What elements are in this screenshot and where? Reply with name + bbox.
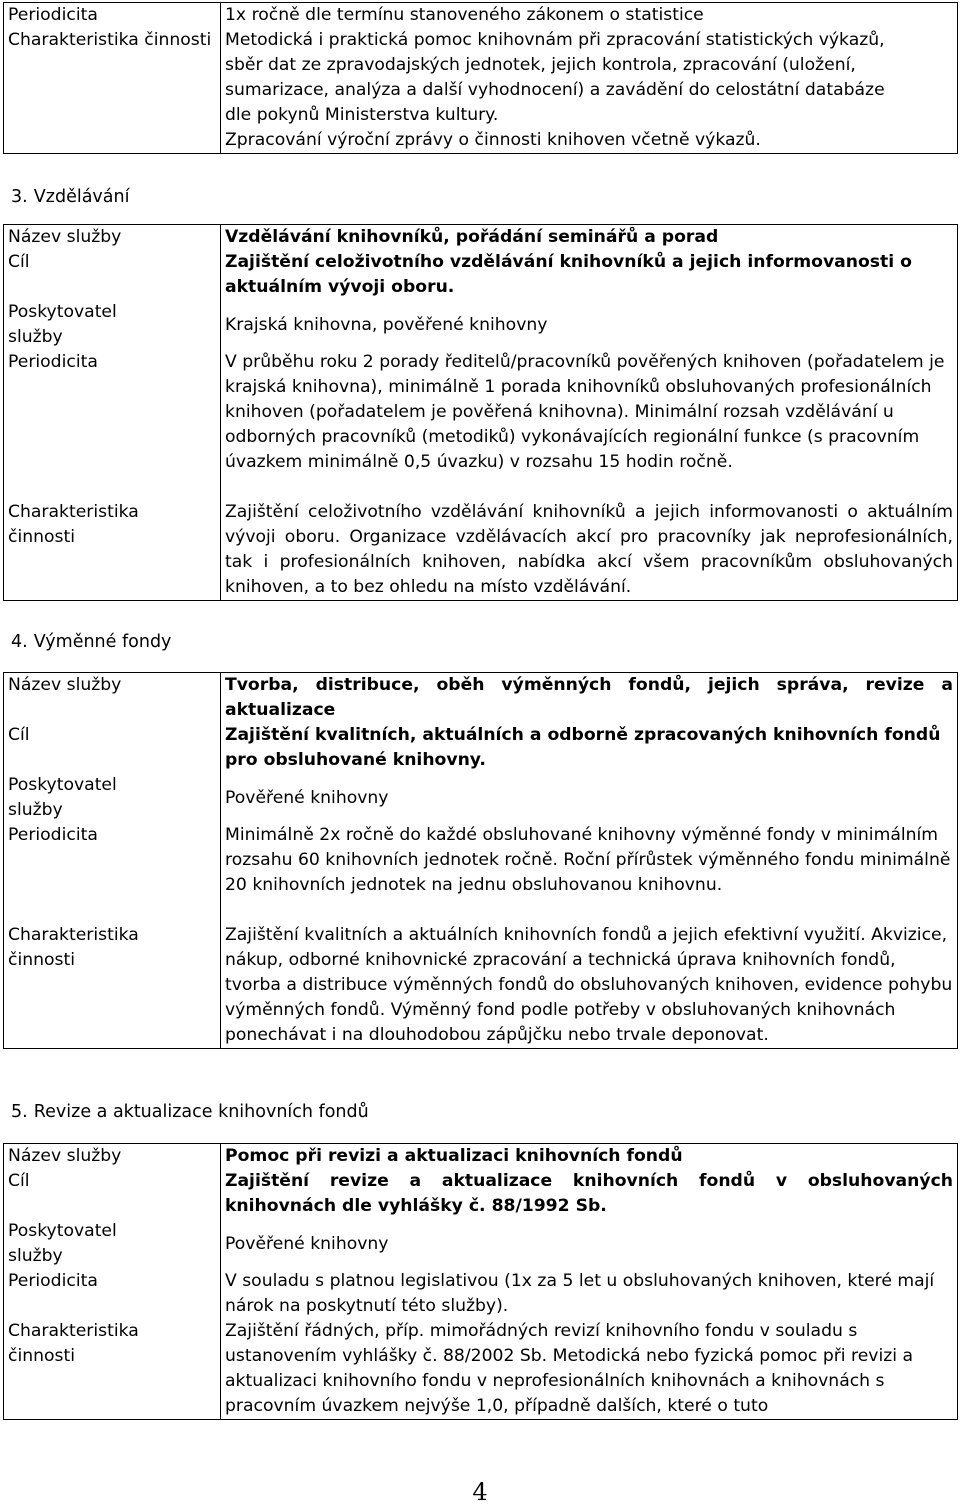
label-poskytovatel: Poskytovatel služby [8,775,117,820]
value-charakteristika-line: dle pokynů Ministerstva kultury. [225,105,499,125]
value-periodicita: Minimálně 2x ročně do každé obsluhované knihovny výměnné fondy v minimálním rozsahu 60 knihovních jednotek ročně. Roční přírůstek výměnného fondu minimálně 20 knihovních jednotek na jednu obsluhovanou knihovnu. [225,825,951,895]
label-column [4,225,221,601]
label-charakteristika: Charakteristika činnosti [8,30,212,50]
label-column [4,1144,221,1420]
value-poskytovatel: Krajská knihovna, pověřené knihovny [225,315,548,335]
value-nazev: Tvorba, distribuce, oběh výměnných fondů, jejich správa, revize a aktualizace [225,675,953,720]
label-column [4,673,221,1049]
section-number: 5. [11,1102,28,1122]
value-nazev: Pomoc při revizi a aktualizaci knihovních fondů [225,1146,683,1166]
section-title: Výměnné fondy [33,632,172,652]
value-column [221,1144,958,1420]
value-charakteristika: Zajištění řádných, příp. mimořádných revizí knihovního fondu v souladu s ustanovením vyhlášky č. 88/2002 Sb. Metodická nebo fyzická pomoc při revizi a aktualizaci knihovního fondu v neprofesionálních knihovnách a knihovnách s pracovním úvazkem nejvýše 1,0, případně dalších, které o tuto [225,1321,914,1416]
page-number: 4 [472,1478,488,1506]
value-poskytovatel: Pověřené knihovny [225,1234,389,1254]
section-heading-4 [11,632,171,652]
section-number: 3. [11,187,28,207]
label-cil: Cíl [8,725,30,745]
label-nazev: Název služby [8,675,122,695]
label-cil: Cíl [8,252,30,272]
label-periodicita: Periodicita [8,1271,98,1291]
section-heading-3 [11,187,129,207]
value-column [221,673,958,1049]
section-heading-5 [11,1102,369,1122]
label-poskytovatel: Poskytovatel služby [8,1221,117,1266]
value-cil: Zajištění revize a aktualizace knihovních fondů v obsluhovaných knihovnách dle vyhlášky č. 88/1992 Sb. [225,1171,953,1216]
label-periodicita: Periodicita [8,825,98,845]
label-poskytovatel: Poskytovatel služby [8,302,117,347]
value-nazev: Vzdělávání knihovníků, pořádání seminářů a porad [225,227,719,247]
value-charakteristika: Zajištění kvalitních a aktuálních knihovních fondů a jejich efektivní využití. Akvizice, nákup, odborné knihovnické zpracování a technická úprava knihovních fondů, tvorba a distribuce výměnných fondů do obsluhovaných knihoven, evidence pohybu výměnných fondů. Výměnný fond podle potřeby v obsluhovaných knihovnách ponechávat i na dlouhodobou zápůjčku nebo trvale deponovat. [225,925,953,1045]
value-poskytovatel: Pověřené knihovny [225,788,389,808]
label-column [4,3,221,154]
value-charakteristika-line: Metodická i praktická pomoc knihovnám při zpracování statistických výkazů, [225,30,885,50]
value-column [221,3,958,154]
service-table-vymenne-fondy [3,672,958,1049]
section-title: Vzdělávání [33,187,130,207]
value-periodicita: V souladu s platnou legislativou (1x za 5 let u obsluhovaných knihoven, které mají nárok na poskytnutí této služby). [225,1271,935,1316]
label-periodicita: Periodicita [8,5,98,25]
label-charakteristika: Charakteristika činnosti [8,1321,139,1366]
service-table-revize [3,1143,958,1420]
label-charakteristika: Charakteristika činnosti [8,925,139,970]
value-cil: Zajištění celoživotního vzdělávání knihovníků a jejich informovanosti o aktuálním vývoji oboru. [225,252,912,297]
service-table-vzdelavani [3,224,958,601]
label-nazev: Název služby [8,1146,122,1166]
label-periodicita: Periodicita [8,352,98,372]
value-charakteristika-line: sumarizace, analýza a další vyhodnocení) a zavádění do celostátní databáze [225,80,885,100]
label-nazev: Název služby [8,227,122,247]
section-title: Revize a aktualizace knihovních fondů [33,1102,369,1122]
value-periodicita: V průběhu roku 2 porady ředitelů/pracovníků pověřených knihoven (pořadatelem je krajská knihovna), minimálně 1 porada knihovníků obsluhovaných profesionálních knihoven (pořadatelem je pověřená knihovna). Minimální rozsah vzdělávání u odborných pracovníků (metodiků) vykonávajících regionální funkce (s pracovním úvazkem minimálně 0,5 úvazku) v rozsahu 15 hodin ročně. [225,352,945,472]
value-charakteristika: Zajištění celoživotního vzdělávání knihovníků a jejich informovanosti o aktuálním vývoji oboru. Organizace vzdělávacích akcí pro pracovníky jak neprofesionálních, tak i profesionálních knihoven, nabídka akcí všem pracovníkům obsluhovaných knihoven, a to bez ohledu na místo vzdělávání. [225,502,953,597]
value-charakteristika-line: Zpracování výroční zprávy o činnosti knihoven včetně výkazů. [225,130,761,150]
value-cil: Zajištění kvalitních, aktuálních a odborně zpracovaných knihovních fondů pro obsluhované knihovny. [225,725,941,770]
label-charakteristika: Charakteristika činnosti [8,502,139,547]
label-cil: Cíl [8,1171,30,1191]
value-column [221,225,958,601]
section-number: 4. [11,632,28,652]
statistics-table [3,2,958,154]
value-periodicita: 1x ročně dle termínu stanoveného zákonem o statistice [225,5,704,25]
value-charakteristika-line: sběr dat ze zpravodajských jednotek, jejich kontrola, zpracování (uložení, [225,55,856,75]
